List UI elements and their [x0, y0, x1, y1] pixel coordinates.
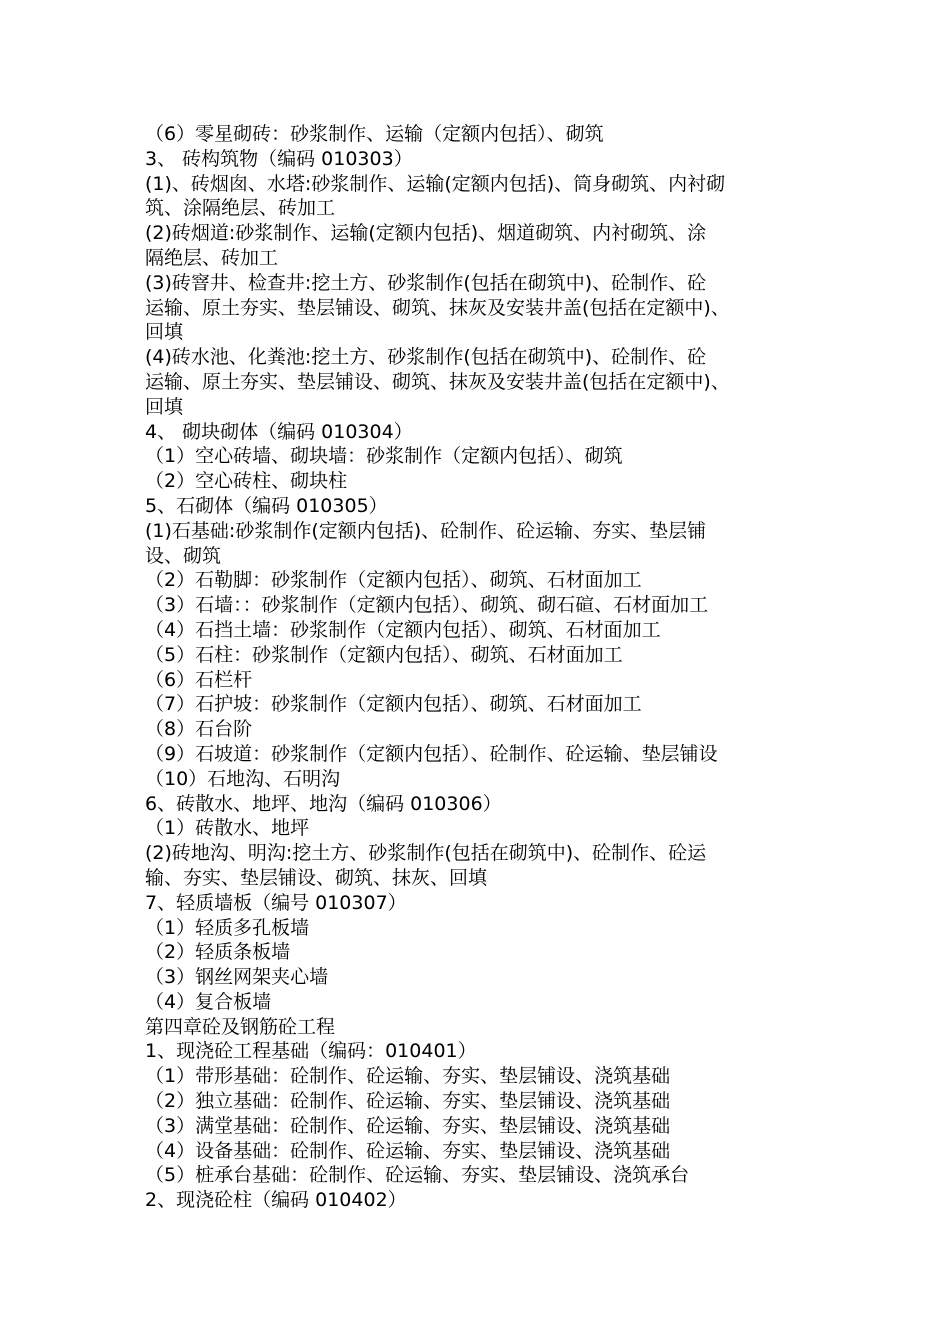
text-line: 回填 — [145, 395, 184, 418]
text-line: 运输、原土夯实、垫层铺设、砌筑、抹灰及安装井盖(包括在定额中)、 — [145, 370, 730, 393]
text-line: （4）复合板墙 — [145, 990, 272, 1013]
text-line: 回填 — [145, 321, 184, 344]
text-line: (1)石基础:砂浆制作(定额内包括)、砼制作、砼运输、夯实、垫层铺 — [145, 519, 707, 542]
text-line: （8）石台阶 — [145, 718, 253, 741]
text-line: （2）空心砖柱、砌块柱 — [145, 470, 348, 493]
text-line: 隔绝层、砖加工 — [145, 246, 279, 269]
text-line: （1）带形基础：砼制作、砼运输、夯实、垫层铺设、浇筑基础 — [145, 1065, 671, 1088]
section-heading: 3、 砖构筑物（编码 010303） — [145, 147, 413, 170]
text-line: （1）空心砖墙、砌块墙：砂浆制作（定额内包括）、砌筑 — [145, 445, 623, 468]
text-line: (3)砖窨井、检查井:挖土方、砂浆制作(包括在砌筑中)、砼制作、砼 — [145, 271, 707, 294]
text-line: 设、砌筑 — [145, 544, 222, 567]
text-line: （2）轻质条板墙 — [145, 941, 291, 964]
text-line: （4）设备基础：砼制作、砼运输、夯实、垫层铺设、浇筑基础 — [145, 1139, 671, 1162]
text-line: （2）石勒脚：砂浆制作（定额内包括）、砌筑、石材面加工 — [145, 569, 642, 592]
text-line: 输、夯实、垫层铺设、砌筑、抹灰、回填 — [145, 866, 488, 889]
text-line: (1)、砖烟囱、水塔:砂浆制作、运输(定额内包括)、筒身砌筑、内衬砌 — [145, 172, 726, 195]
text-line: (2)砖地沟、明沟:挖土方、砂浆制作(包括在砌筑中)、砼制作、砼运 — [145, 842, 707, 865]
document-body — [145, 122, 815, 1213]
section-heading: 7、轻质墙板（编号 010307） — [145, 891, 407, 914]
text-line: （9）石坡道：砂浆制作（定额内包括）、砼制作、砼运输、垫层铺设 — [145, 742, 718, 765]
text-line: （1）轻质多孔板墙 — [145, 916, 310, 939]
text-line: （1）砖散水、地坪 — [145, 817, 310, 840]
text-line: （5）桩承台基础：砼制作、砼运输、夯实、垫层铺设、浇筑承台 — [145, 1164, 690, 1187]
text-line: 筑、涂隔绝层、砖加工 — [145, 197, 336, 220]
section-heading: 4、 砌块砌体（编码 010304） — [145, 420, 413, 443]
text-line: （3）钢丝网架夹心墙 — [145, 966, 329, 989]
section-heading: 6、砖散水、地坪、地沟（编码 010306） — [145, 792, 502, 815]
text-line: （4）石挡土墙：砂浆制作（定额内包括）、砌筑、石材面加工 — [145, 618, 661, 641]
text-line: (2)砖烟道:砂浆制作、运输(定额内包括)、烟道砌筑、内衬砌筑、涂 — [145, 222, 707, 245]
text-line: （3）石墙：：砂浆制作（定额内包括）、砌筑、砌石碹、石材面加工 — [145, 594, 709, 617]
text-line: （7）石护坡：砂浆制作（定额内包括）、砌筑、石材面加工 — [145, 693, 642, 716]
text-line: 运输、原土夯实、垫层铺设、砌筑、抹灰及安装井盖(包括在定额中)、 — [145, 296, 730, 319]
text-line: （5）石柱：砂浆制作（定额内包括）、砌筑、石材面加工 — [145, 643, 623, 666]
text-line: （2）独立基础：砼制作、砼运输、夯实、垫层铺设、浇筑基础 — [145, 1090, 671, 1113]
section-heading: 2、现浇砼柱（编码 010402） — [145, 1189, 407, 1212]
text-line: （3）满堂基础：砼制作、砼运输、夯实、垫层铺设、浇筑基础 — [145, 1114, 671, 1137]
chapter-heading: 第四章砼及钢筋砼工程 — [145, 1015, 336, 1038]
text-line: （10）石地沟、石明沟 — [145, 767, 341, 790]
text-line: （6）石栏杆 — [145, 668, 253, 691]
text-line: (4)砖水池、化粪池:挖土方、砂浆制作(包括在砌筑中)、砼制作、砼 — [145, 346, 707, 369]
section-heading: 5、石砌体（编码 010305） — [145, 494, 388, 517]
text-line: （6）零星砌砖：砂浆制作、运输（定额内包括）、砌筑 — [145, 123, 604, 145]
section-heading: 1、现浇砼工程基础（编码：010401） — [145, 1040, 477, 1063]
